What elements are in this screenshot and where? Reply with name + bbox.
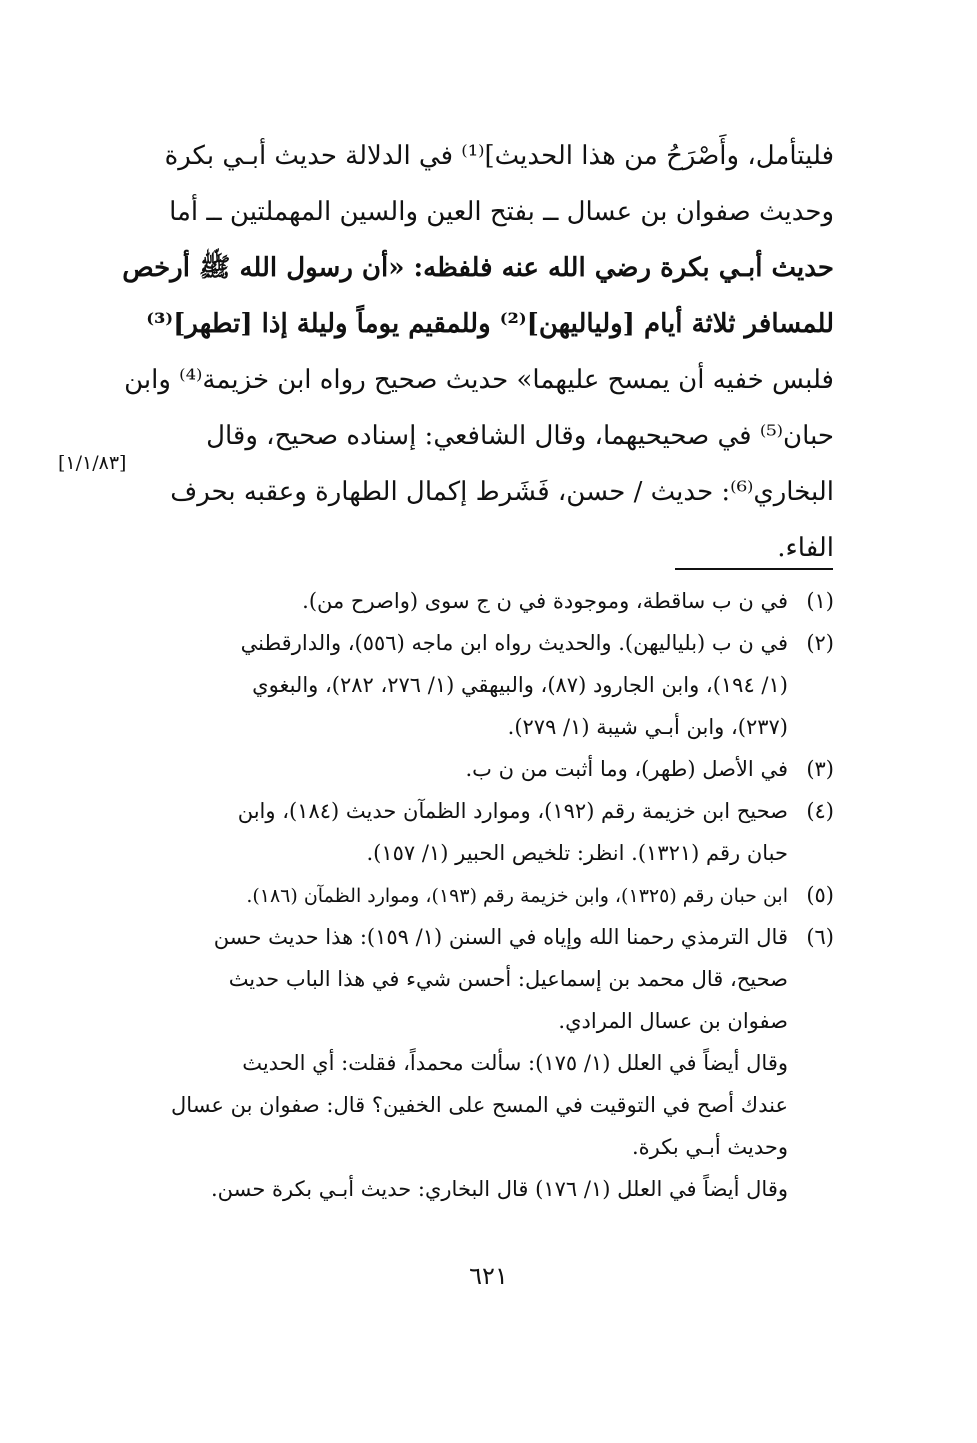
main-text-line: حبان⁽⁵⁾ في صحيحيهما، وقال الشافعي: إسناده صحيح، وقال bbox=[206, 421, 834, 451]
manuscript-folio-reference: [١/١/٨٣] bbox=[58, 452, 127, 474]
footnote-text: في الأصل (طهر)، وما أثبت من ن ب. bbox=[465, 757, 788, 781]
main-text-line: حديث أبـي بكرة رضي الله عنه فلفظه: «أن رسول الله ﷺ أرخص bbox=[122, 253, 834, 283]
footnote-continuation: (١/ ١٩٤)، وابن الجارود (٨٧)، والبيهقي (١/ ٢٧٦، ٢٨٢)، والبغوي bbox=[252, 673, 788, 697]
footnote-text: صحيح ابن خزيمة رقم (١٩٢)، وموارد الظمآن حديث (١٨٤)، وابن bbox=[237, 799, 788, 823]
footnote bbox=[162, 874, 834, 916]
footnote-number: (٦) bbox=[806, 925, 834, 949]
footnote-text: ابن حبان رقم (١٣٢٥)، وابن خزيمة رقم (١٩٣)، وموارد الظمآن (١٨٦). bbox=[246, 885, 788, 907]
footnote bbox=[162, 790, 834, 832]
footnote bbox=[162, 580, 834, 622]
footnote-number: (٤) bbox=[806, 799, 834, 823]
footnote-continuation: وحديث أبـي بكرة. bbox=[631, 1135, 788, 1159]
footnote-continuation: وقال أيضاً في العلل (١/ ١٧٦) قال البخاري: حديث أبـي بكرة حسن. bbox=[210, 1177, 788, 1201]
main-text bbox=[122, 128, 834, 576]
footnote bbox=[162, 748, 834, 790]
footnote-separator bbox=[675, 568, 833, 570]
main-text-line: البخاري⁽⁶⁾: حديث / حسن، فَشَرط إكمال الطهارة وعقبه بحرف bbox=[170, 477, 834, 507]
footnote-number: (١) bbox=[806, 589, 834, 613]
footnote-text: في ن ب ساقطة، وموجودة في ن ج سوى (واصرح من). bbox=[302, 589, 788, 613]
footnote-number: (٢) bbox=[806, 631, 834, 655]
footnote-continuation: عندك أصح في التوقيت في المسح على الخفين؟ قال: صفوان بن عسال bbox=[171, 1093, 788, 1117]
main-text-line: الفاء. bbox=[777, 533, 834, 563]
main-text-line: فلبس خفيه أن يمسح عليهما» حديث صحيح رواه ابن خزيمة⁽⁴⁾ وابن bbox=[124, 365, 834, 395]
footnote-continuation: وقال أيضاً في العلل (١/ ١٧٥): سألت محمداً، فقلت: أي الحديث bbox=[242, 1051, 788, 1075]
main-text-line: للمسافر ثلاثة أيام [ولياليهن]⁽²⁾ وللمقيم يوماً وليلة إذا [تطهر]⁽³⁾ bbox=[146, 309, 834, 339]
footnotes bbox=[162, 580, 834, 1210]
footnote-text: في ن ب (بلياليهن). والحديث رواه ابن ماجه (٥٥٦)، والدارقطني bbox=[240, 631, 788, 655]
footnote-continuation: (٢٣٧)، وابن أبـي شيبة (١/ ٢٧٩). bbox=[507, 715, 788, 739]
footnote-continuation: حبان رقم (١٣٢١). انظر: تلخيص الحبير (١/ ١٥٧). bbox=[366, 841, 788, 865]
footnote-continuation: صحيح، قال محمد بن إسماعيل: أحسن شيء في هذا الباب حديث bbox=[228, 967, 788, 991]
footnote-number: (٥) bbox=[806, 883, 834, 907]
footnote-number: (٣) bbox=[806, 757, 834, 781]
footnote bbox=[162, 916, 834, 958]
main-text-line: فليتأمل، وأَصْرَحُ من هذا الحديث]⁽¹⁾ في الدلالة حديث أبـي بكرة bbox=[164, 141, 834, 171]
footnote bbox=[162, 622, 834, 664]
footnote-continuation: صفوان بن عسال المرادي. bbox=[558, 1009, 788, 1033]
page-number: ٦٢١ bbox=[469, 1262, 508, 1290]
main-text-line: وحديث صفوان بن عسال ــ بفتح العين والسين المهملتين ــ أما bbox=[169, 197, 834, 227]
footnote-text: قال الترمذي رحمنا الله وإياه في السنن (١/ ١٥٩): هذا حديث حسن bbox=[213, 925, 788, 949]
